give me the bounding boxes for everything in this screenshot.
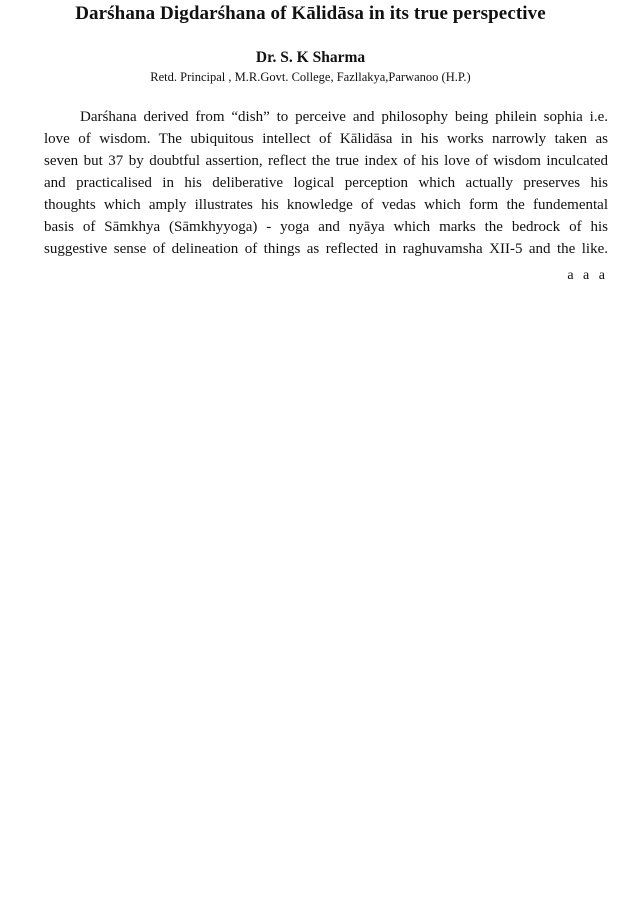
body-line: love of wisdom. The ubiquitous intellect of Kālidāsa in his works narrowly taken as (44, 131, 608, 147)
body-line: suggestive sense of delineation of things as reflected in raghuvamsha XII-5 and the like. (44, 241, 608, 257)
body-line: basis of Sāmkhya (Sāmkhyyoga) - yoga and nyāya which marks the bedrock of his (44, 219, 608, 235)
article-title: Darśhana Digdarśhana of Kālidāsa in its true perspective (75, 3, 546, 24)
end-mark: a a a (567, 268, 608, 283)
author-name: Dr. S. K Sharma (255, 49, 366, 66)
body-line: thoughts which amply illustrates his knowledge of vedas which form the fundemental (44, 197, 608, 213)
body-line: and practicalised in his deliberative logical perception which actually preserves his (44, 175, 608, 191)
author-affiliation: Retd. Principal , M.R.Govt. College, Fazllakya,Parwanoo (H.P.) (150, 70, 471, 84)
body-paragraph (8, 106, 608, 260)
body-line: Darśhana derived from “dish” to perceive and philosophy being philein sophia i.e. (80, 109, 608, 125)
body-line: seven but 37 by doubtful assertion, reflect the true index of his love of wisdom inculcated (44, 153, 608, 169)
